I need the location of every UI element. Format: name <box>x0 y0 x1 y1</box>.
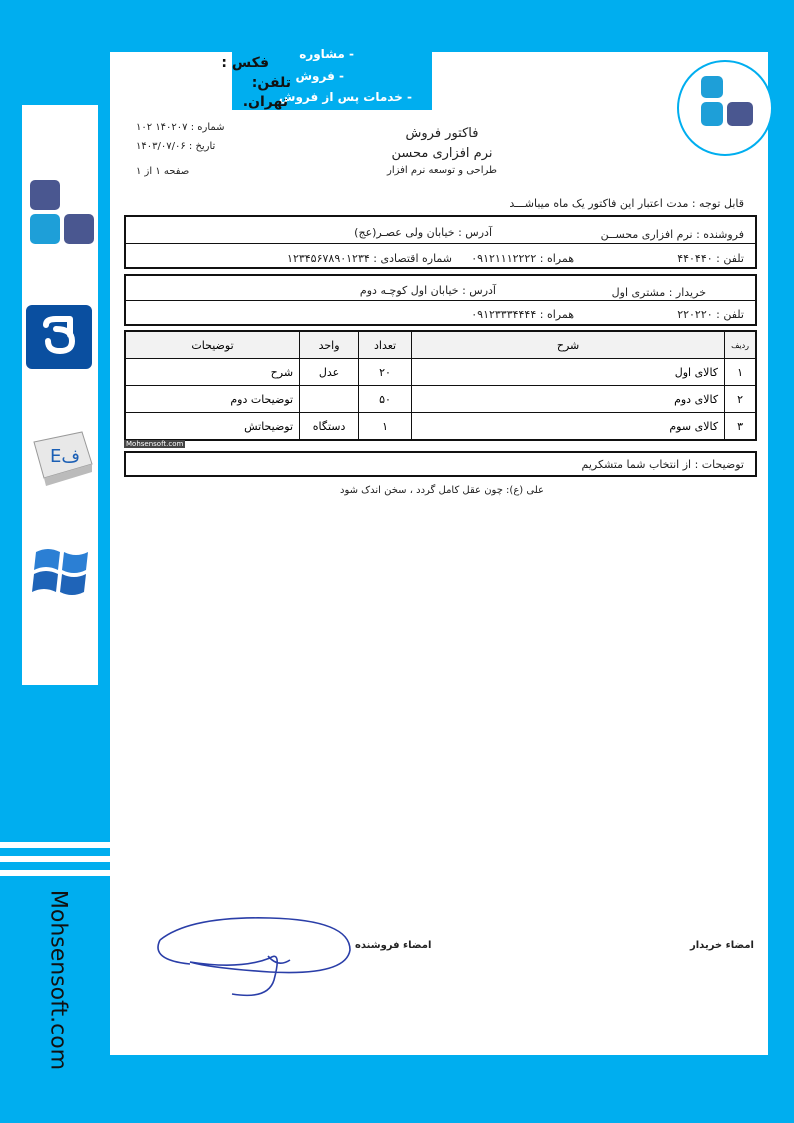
cell-description: کالای دوم <box>412 386 725 413</box>
seller-address: آدرس : خیابان ولی عصـر(عج) <box>354 226 492 239</box>
cell-unit: دستگاه <box>300 413 359 441</box>
footer-quote: علی (ع): چون عقل کامل گردد ، سخن اندک شود <box>339 485 544 496</box>
cell-quantity: ۱ <box>359 413 412 441</box>
col-quantity-header: تعداد <box>359 331 412 359</box>
cell-index: ۲ <box>725 386 756 413</box>
decor-stripes <box>0 842 110 884</box>
col-description-header: شرح <box>412 331 725 359</box>
validity-notice: قابل توجه : مدت اعتبار این فاکتور یک ماه میباشـــد <box>509 197 744 210</box>
buyer-box <box>124 274 757 326</box>
seller-mobile: همراه : ۰۹۱۲۱۱۱۲۲۲۲ <box>471 252 574 265</box>
items-table <box>124 330 757 441</box>
cell-description: کالای سوم <box>412 413 725 441</box>
service-consulting: - مشاوره <box>299 47 354 61</box>
table-row <box>125 386 756 413</box>
seller-signature-label: امضاء فروشنده <box>355 940 432 951</box>
page-number: صفحه ۱ از ۱ <box>136 166 190 177</box>
cell-quantity: ۲۰ <box>359 359 412 386</box>
table-row <box>125 359 756 386</box>
contact-city: تهران. <box>242 94 288 110</box>
company-name: نرم افزاری محسن <box>391 146 493 161</box>
seller-economic-code: شماره اقتصادی : ۱۲۳۴۵۶۷۸۹۰۱۲۳۴ <box>287 252 452 265</box>
watermark-label: Mohsensoft.com <box>126 440 184 448</box>
contact-fax: فکس : <box>221 55 269 71</box>
cell-quantity: ۵۰ <box>359 386 412 413</box>
side-logo-icon <box>26 178 96 248</box>
col-unit-header: واحد <box>300 331 359 359</box>
buyer-address: آدرس : خیابان اول کوچـه دوم <box>359 284 496 297</box>
cell-notes: توضیحاتش <box>125 413 300 441</box>
service-after-sales: - خدمات پس از فروش <box>278 90 412 104</box>
buyer-signature-label: امضاء خریدار <box>690 940 754 951</box>
col-index-header: ردیف <box>725 331 756 359</box>
cell-notes: شرح <box>125 359 300 386</box>
table-row <box>125 413 756 441</box>
invoice-title: فاکتور فروش <box>405 126 479 141</box>
seller-name: فروشنده : نرم افزاری محســن <box>600 228 744 241</box>
col-notes-header: توضیحات <box>125 331 300 359</box>
farsi-key-icon <box>26 305 92 369</box>
buyer-name: خریدار : مشتری اول <box>611 286 706 299</box>
brand-vertical: Mohsensoft.com <box>45 889 71 1071</box>
company-tagline: طراحی و توسعه نرم افزار <box>386 165 497 176</box>
windows-logo-icon <box>30 542 94 598</box>
seller-signature <box>150 910 360 1002</box>
svg-text:Eف: Eف <box>50 446 81 467</box>
notes-text: توضیحات : از انتخاب شما متشکریم <box>581 458 744 471</box>
seller-phone: تلفن : ۴۴۰۴۴۰ <box>677 252 744 265</box>
cell-index: ۳ <box>725 413 756 441</box>
invoice-date: تاریخ : ۱۴۰۳/۰۷/۰۶ <box>136 141 216 152</box>
buyer-phone: تلفن : ۲۲۰۲۲۰ <box>677 308 744 321</box>
service-sales: - فروش <box>295 69 344 83</box>
cell-notes: توضیحات دوم <box>125 386 300 413</box>
keyboard-key-icon <box>28 428 94 486</box>
cell-unit <box>300 386 359 413</box>
table-header-row <box>125 331 756 359</box>
cell-unit: عدل <box>300 359 359 386</box>
cell-index: ۱ <box>725 359 756 386</box>
cell-description: کالای اول <box>412 359 725 386</box>
invoice-number: شماره : ۱۴۰۲۰۷ ۱۰۲ <box>136 122 225 133</box>
company-logo <box>677 60 773 156</box>
buyer-mobile: همراه : ۰۹۱۲۳۳۳۴۴۴۴ <box>471 308 574 321</box>
contact-phone: تلفن: <box>251 75 291 91</box>
